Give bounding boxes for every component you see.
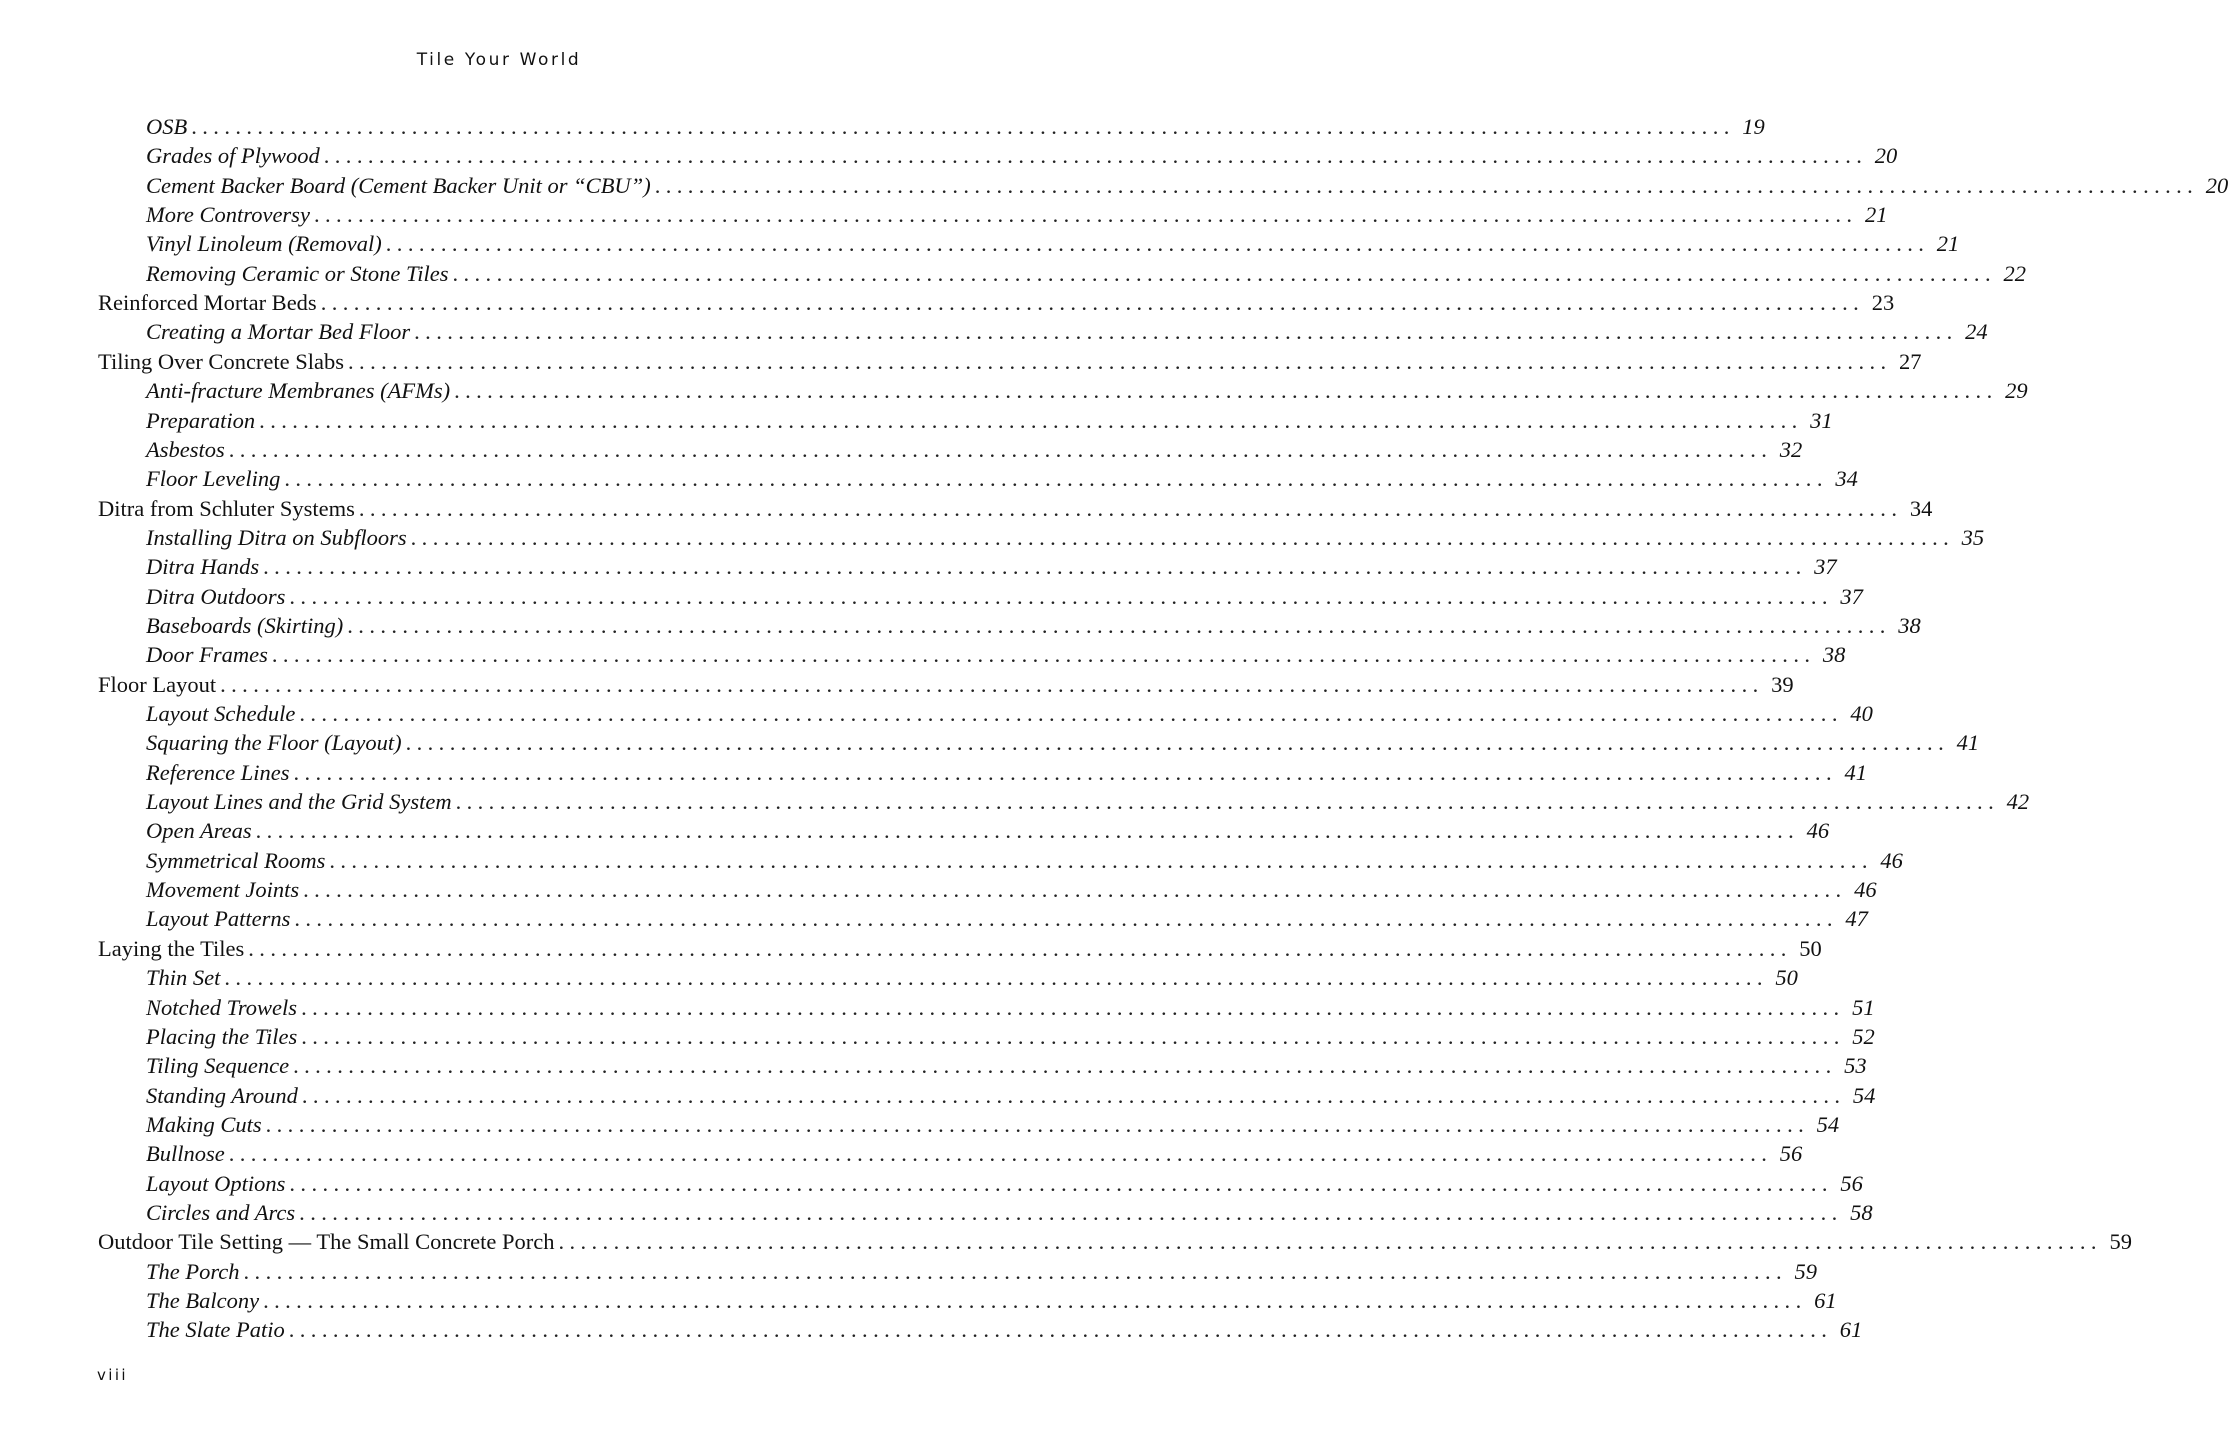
toc-entry [98,934,1822,963]
dot-leader: ............................................................................................................................................ [263,1288,1807,1313]
toc-entry-page: 50 [1775,965,1798,991]
toc-entry [146,523,1985,552]
toc-entry-title: Layout Patterns [146,906,291,932]
toc-entry-title: Outdoor Tile Setting — The Small Concrete Porch [98,1229,555,1255]
toc-entry-title: Ditra from Schluter Systems [98,495,355,521]
toc-entry [146,1169,1863,1198]
toc-entry-title: Tiling Sequence [146,1053,290,1079]
dot-leader: ............................................................................................................................................ [191,114,1735,139]
toc-entry-title: Installing Ditra on Subfloors [146,524,407,550]
toc-entry-page: 35 [1961,524,1985,550]
toc-entry [146,1257,1818,1286]
dot-leader: ............................................................................................................................................ [410,524,1955,550]
toc-entry-title: Preparation [146,407,256,433]
toc-entry-title: Movement Joints [146,877,300,903]
toc-entry-page: 41 [1844,759,1867,785]
toc-entry [146,406,1833,435]
toc-entry-page: 23 [1871,290,1895,316]
toc-entry-page: 56 [1779,1141,1803,1167]
toc-entry-page: 51 [1852,994,1875,1020]
toc-entry-page: 53 [1844,1053,1867,1079]
toc-entry-page: 21 [1864,202,1888,228]
toc-entry-page: 56 [1840,1170,1863,1196]
toc-entry [146,582,1863,611]
dot-leader: ............................................................................................................................................ [558,1229,2102,1255]
toc-entry-title: The Porch [146,1258,240,1284]
dot-leader: ............................................................................................................................................ [255,818,1800,844]
toc-entry [146,1315,1863,1344]
toc-entry [146,376,2028,405]
toc-entry-page: 29 [2005,378,2028,404]
toc-entry [146,699,1873,728]
toc-entry [146,229,1960,258]
toc-entry-page: 50 [1799,935,1822,961]
dot-leader: ............................................................................................................................................ [293,759,1837,785]
toc-entry [98,288,1895,317]
toc-entry-title: Reference Lines [146,759,290,785]
dot-leader: ............................................................................................................................................ [320,290,1865,316]
toc-entry [146,171,2228,200]
dot-leader: ............................................................................................................................................ [243,1258,1788,1284]
toc-entry-page: 20 [1874,143,1898,169]
toc-entry-page: 37 [1814,554,1837,580]
toc-entry [146,259,2026,288]
toc-entry [146,846,1903,875]
toc-entry-page: 38 [1898,612,1921,638]
toc-entry [146,728,1980,757]
toc-entry-title: Thin Set [146,965,221,991]
toc-entry-page: 19 [1742,114,1765,139]
toc-entry [146,1286,1837,1315]
toc-entry [146,552,1837,581]
toc-entry [146,758,1867,787]
toc-entry-title: Creating a Mortar Bed Floor [146,319,411,345]
dot-leader: ............................................................................................................................................ [313,202,1858,228]
dot-leader: ............................................................................................................................................ [289,583,1833,609]
dot-leader: ............................................................................................................................................ [228,436,1773,462]
toc-entry-title: Squaring the Floor (Layout) [146,730,402,756]
toc-entry-title: Open Areas [146,818,252,844]
dot-leader: ............................................................................................................................................ [348,348,1892,374]
toc-entry-page: 22 [2003,260,2026,286]
toc-entry [146,435,1803,464]
toc-entry-page: 46 [1880,847,1903,873]
dot-leader: ............................................................................................................................................ [329,847,1873,873]
toc-entry-title: Grades of Plywood [146,143,320,169]
dot-leader: ............................................................................................................................................ [358,495,1903,521]
toc-entry-page: 24 [1965,319,1988,345]
dot-leader: ............................................................................................................................................ [271,642,1816,668]
toc-entry-page: 54 [1852,1082,1876,1108]
toc-entry-page: 27 [1899,348,1922,374]
toc-entry-page: 61 [1839,1317,1863,1343]
toc-entry [146,1051,1867,1080]
toc-entry [146,787,2030,816]
toc-entry [146,112,1765,141]
dot-leader: ............................................................................................................................................ [301,1023,1845,1049]
toc-entry-page: 61 [1814,1288,1837,1313]
toc-entry-title: Floor Layout [98,671,217,697]
toc-entry-title: Baseboards (Skirting) [146,612,344,638]
running-head: Tile Your World [416,50,582,70]
dot-leader: ............................................................................................................................................ [248,935,1792,961]
dot-leader: ............................................................................................................................................ [301,994,1845,1020]
toc-entry-title: Ditra Hands [146,554,260,580]
dot-leader: ............................................................................................................................................ [293,1053,1837,1079]
toc-entry-title: Making Cuts [146,1111,262,1137]
toc-entry-title: Notched Trowels [146,994,298,1020]
dot-leader: ............................................................................................................................................ [405,730,1950,756]
toc-entry-page: 40 [1850,701,1873,726]
toc-entry-page: 42 [2006,789,2030,815]
toc-entry-title: Removing Ceramic or Stone Tiles [146,260,449,286]
toc-entry [98,494,1933,523]
toc-entry-title: More Controversy [146,202,310,228]
toc-entry-title: Ditra Outdoors [146,583,286,609]
dot-leader: ............................................................................................................................................ [289,1170,1833,1196]
toc-entry-title: Anti-fracture Membranes (AFMs) [146,378,451,404]
toc-entry-page: 46 [1854,877,1877,903]
toc-entry [146,1081,1876,1110]
toc-entry [146,904,1868,933]
toc-entry-title: Door Frames [146,642,268,668]
toc-entry [146,200,1888,229]
toc-entry [146,1022,1875,1051]
dot-leader: ............................................................................................................................................ [414,319,1958,345]
toc-entry [98,347,1922,376]
toc-entry [146,1198,1873,1227]
toc-entry [146,141,1898,170]
toc-entry [146,464,1858,493]
dot-leader: ............................................................................................................................................ [284,466,1828,492]
dot-leader: ............................................................................................................................................ [220,671,1764,697]
dot-leader: ............................................................................................................................................ [385,231,1930,257]
dot-leader: ............................................................................................................................................ [265,1111,1810,1137]
dot-leader: ............................................................................................................................................ [654,172,2199,198]
toc-entry-title: Reinforced Mortar Beds [98,290,317,316]
toc-entry [146,1110,1840,1139]
dot-leader: ............................................................................................................................................ [294,906,1838,932]
toc-entry-title: The Balcony [146,1288,260,1313]
toc-entry-page: 20 [2205,172,2228,198]
toc-entry-page: 59 [2109,1229,2132,1255]
toc-entry-title: OSB [146,114,188,139]
toc-entry-title: Cement Backer Board (Cement Backer Unit or “CBU”) [146,172,651,198]
toc-entry-title: Asbestos [146,436,225,462]
toc-entry [146,993,1875,1022]
toc-entry-title: Layout Schedule [146,701,296,726]
toc-entry-title: Standing Around [146,1082,298,1108]
dot-leader: ............................................................................................................................................ [454,378,1998,404]
dot-leader: ............................................................................................................................................ [455,789,2000,815]
toc-entry [146,816,1830,845]
toc-entry-title: Symmetrical Rooms [146,847,326,873]
toc-entry-page: 31 [1810,407,1833,433]
toc-entry-page: 52 [1852,1023,1875,1049]
toc-entry-title: The Slate Patio [146,1317,285,1343]
toc-entry-page: 38 [1822,642,1846,668]
toc-entry-page: 37 [1840,583,1863,609]
toc-entry-page: 54 [1816,1111,1840,1137]
dot-leader: ............................................................................................................................................ [263,554,1807,580]
dot-leader: ............................................................................................................................................ [323,143,1868,169]
toc-entry-title: Laying the Tiles [98,935,245,961]
toc-entry-page: 58 [1850,1199,1873,1225]
toc-entry-title: Layout Lines and the Grid System [146,789,452,815]
toc-entry-page: 59 [1794,1258,1818,1284]
dot-leader: ............................................................................................................................................ [224,965,1768,991]
toc-entry-title: Placing the Tiles [146,1023,298,1049]
dot-leader: ............................................................................................................................................ [288,1317,1833,1343]
toc-entry-page: 34 [1909,495,1933,521]
dot-leader: ............................................................................................................................................ [228,1141,1773,1167]
toc-entry-title: Vinyl Linoleum (Removal) [146,231,382,257]
toc-entry [98,1227,2132,1256]
page-folio: viii [97,1366,128,1384]
toc-entry [146,640,1846,669]
toc-entry-title: Bullnose [146,1141,225,1167]
dot-leader: ............................................................................................................................................ [452,260,1996,286]
toc-entry [146,875,1877,904]
toc-entry [146,317,1988,346]
dot-leader: ............................................................................................................................................ [301,1082,1846,1108]
toc-entry-page: 32 [1779,436,1803,462]
toc-entry [146,611,1921,640]
toc-entry [146,963,1798,992]
dot-leader: ............................................................................................................................................ [303,877,1847,903]
toc-entry-page: 46 [1806,818,1830,844]
toc-entry-title: Floor Leveling [146,466,281,492]
toc-entry [146,1139,1803,1168]
dot-leader: ............................................................................................................................................ [299,1199,1843,1225]
toc-entry-page: 39 [1771,671,1794,697]
toc-entry-title: Circles and Arcs [146,1199,296,1225]
toc-entry-page: 41 [1956,730,1980,756]
dot-leader: ............................................................................................................................................ [347,612,1891,638]
toc-entry-page: 34 [1835,466,1858,492]
toc-entry-title: Layout Options [146,1170,286,1196]
toc-entry [98,670,1794,699]
dot-leader: ............................................................................................................................................ [299,701,1843,726]
toc-entry-title: Tiling Over Concrete Slabs [98,348,345,374]
toc-entry-page: 21 [1936,231,1960,257]
dot-leader: ............................................................................................................................................ [259,407,1803,433]
toc-entry-page: 47 [1845,906,1868,932]
